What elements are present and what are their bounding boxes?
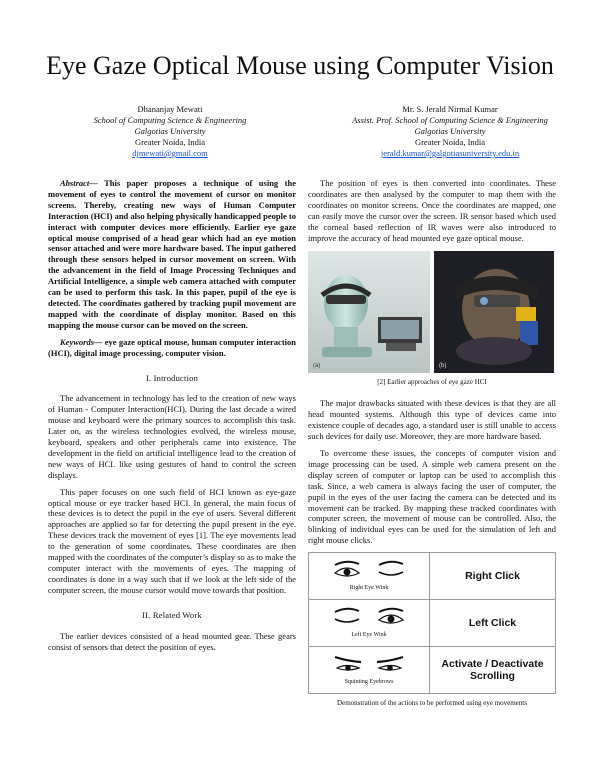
- keywords-text: eye gaze optical mouse, human computer interaction (HCI), digital image processing, computer vision.: [48, 336, 296, 358]
- figure-caption: [2] Earlier approaches of eye gaze HCI: [377, 378, 487, 387]
- author-location: Greater Noida, India: [414, 137, 486, 147]
- abstract: [48, 178, 296, 331]
- author-location: Greater Noida, India: [134, 137, 206, 147]
- gesture-cell: [309, 600, 430, 647]
- author-affiliation: School of Computing Science & Engineering: [93, 115, 247, 125]
- figure-label-b: (b): [439, 363, 447, 370]
- table-row: [309, 553, 556, 600]
- gesture-label: Squinting Eyebrows: [344, 678, 394, 685]
- keywords: [48, 337, 296, 359]
- section-heading-related-work: II. Related Work: [142, 609, 202, 620]
- action-cell: Right Click: [430, 553, 556, 600]
- keywords-label: Keywords—: [60, 336, 103, 347]
- table-caption: Demonstration of the actions to be performed using eye movements: [337, 699, 527, 708]
- author-block-1: [40, 104, 300, 159]
- paper-title: Eye Gaze Optical Mouse using Computer Vision: [46, 51, 554, 80]
- gesture-cell: [309, 647, 430, 694]
- abstract-text: This paper proposes a technique of using the movement of eyes to control the movement of cursor on monitor screens. Thereby, creating new ways of Human Computer Interaction (HCI) and also helping physically handicapped people to interact with computer devices more efficiently. Earlier eye gaze optical mouse comprised of a head gear which had an eye motion sensor attached and were more hardware based. The input gathered through these sensors helped in cursor movement on screen. With the advancement in the field of Image Processing Techniques and Artificial Intelligence, a simple web camera attached with computer can be used to perform this task. In this paper, pupil of the eye is detected. The coordinates gathered by tracking pupil movement are mapped with the coordinate of display monitor. Based on this mapping the mouse cursor can be moved on the screen.: [48, 178, 296, 330]
- action-cell: Left Click: [430, 600, 556, 647]
- figure-head-mounted-devices: [308, 251, 556, 373]
- gesture-label: Right Eye Wink: [349, 584, 389, 591]
- author-email-link[interactable]: jerald.kumar@galgotiasuniversity.edu.in: [380, 148, 520, 158]
- photo-eye-tracker-head: [434, 251, 556, 373]
- intro-paragraph: The advancement in technology has led to the creation of new ways of Human - Computer Interaction(HCI). During the last decade a wired mouse and keyboard were the primary sources to accomplish this task. Later on, as the wireless technologies evolved, the wireless mouse, keyboard, speakers and other peripherals came into existence. The development in the field on artificial intelligence lead to the creation of new ways of HCI. like using gestures of hand to control the screen displays.: [48, 393, 296, 480]
- author-name: Mr. S. Jerald Nirmal Kumar: [402, 104, 498, 114]
- left-column: [48, 178, 296, 658]
- author-block-2: [320, 104, 580, 159]
- eye-tracker-photo-image: [434, 251, 554, 373]
- action-cell: Activate / Deactivate Scrolling: [430, 647, 556, 694]
- gesture-label: Left Eye Wink: [351, 631, 387, 638]
- abstract-label: Abstract—: [60, 178, 98, 188]
- intro-paragraph: This paper focuses on one such field of HCI known as eye-gaze optical mouse or eye tracker based HCI. In general, the main focus of these devices is to detect the pupil in the eye of users. Several different approaches are applied so far for detecting the pupil present in the eye. These devices track the movement of eyes [1]. The eye movements lead to the generation of some coordinates. These coordinates are then mapped with the coordinates of the computer’s display so as to make the computer interact with the movements of eyes. The mapping of coordinates is done in a way such that if we look at the left side of the computer screen, the mouse cursor would move towards that position.: [48, 486, 296, 595]
- right-column: [308, 178, 556, 719]
- body-paragraph: The position of eyes is then converted into coordinates. These coordinates are then analysed by the computer to map them with the coordinates on monitor screens. Once the coordinates are mapped, one can easily move the cursor over the screen. IR sensor based which used the corneal based reflection of IR waves were also introduced to improve the accuracy of head mounted eye gaze optical mouse.: [308, 178, 556, 243]
- squinting-eyebrows-icon: [329, 653, 409, 675]
- table-row: [309, 647, 556, 694]
- table-row: [309, 600, 556, 647]
- section-heading-introduction: I. Introduction: [145, 372, 199, 383]
- author-university: Galgotias University: [134, 126, 206, 136]
- related-work-paragraph: The earlier devices consisted of a head mounted gear. These gears consist of sensors that detect the position of eyes.: [48, 630, 296, 652]
- head-gear-photo-image: [308, 251, 430, 373]
- photo-head-gear-mannequin: [308, 251, 430, 373]
- body-paragraph: The major drawbacks situated with these devices is that they are all head mounted systems. Although this type of devices came into existence couple of decades ago, a standard user is still unable to access such devices for daily use. Moreover, they are more hardware based.: [308, 398, 556, 442]
- body-paragraph: To overcome these issues, the concepts of computer vision and image processing can be used. A simple web camera present on the display screen of computer or laptop can be used to accomplish this task. Since, a web camera is always facing the user of computer, the pupil in the eyes of the user facing the camera can be detected and its movement can be tracked. By mapping these tracked coordinates with computer screen, the movement of mouse can be controlled. Also, the blinking of individual eyes can be used for the simulation of left and right mouse clicks.: [308, 447, 556, 546]
- actions-table: [308, 552, 556, 694]
- left-eye-wink-icon: [329, 606, 409, 628]
- author-email-link[interactable]: djmewati@gmail.com: [132, 148, 208, 158]
- author-affiliation: Assist. Prof. School of Computing Science & Engineering: [352, 115, 548, 125]
- right-eye-wink-icon: [329, 559, 409, 581]
- gesture-cell: [309, 553, 430, 600]
- author-name: Dhananjay Mewati: [137, 104, 203, 114]
- figure-label-a: (a): [313, 363, 321, 370]
- author-university: Galgotias University: [414, 126, 486, 136]
